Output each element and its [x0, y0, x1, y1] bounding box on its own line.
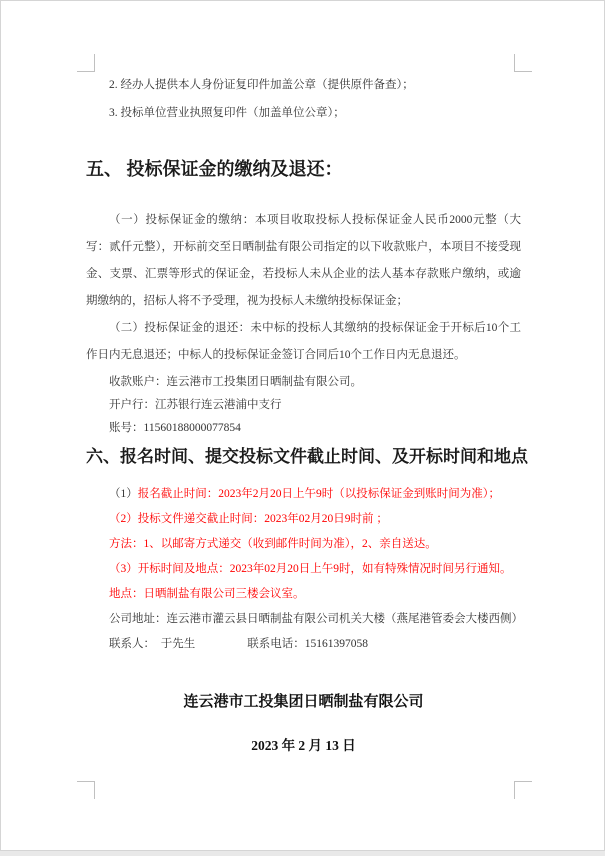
footer-company-name: 连云港市工投集团日晒制盐有限公司 [183, 694, 424, 710]
margin-crop-mark-bottom-right [514, 781, 532, 799]
margin-crop-mark-top-left [77, 54, 95, 72]
account-number-line: 账号：11560188000077854 [109, 422, 241, 434]
delivery-method-line: 方法：1、以邮寄方式递交（收到邮件时间为准），2、亲自送达。 [109, 538, 437, 550]
deadline-item-1 [86, 482, 521, 507]
footer-date: 2023 年 2 月 13 日 [251, 738, 356, 753]
receiving-account-line: 收款账户：连云港市工投集团日晒制盐有限公司。 [109, 376, 362, 388]
contact-phone: 联系电话：15161397058 [247, 638, 368, 650]
deadline-item-1-text: 报名截止时间：2023年2月20日上午9时（以投标保证金到账时间为准）； [137, 488, 500, 500]
margin-crop-mark-top-right [514, 54, 532, 72]
deadline-item-1-number: （1） [109, 488, 138, 500]
prelim-item-2: 2. 经办人提供本人身份证复印件加盖公章（提供原件备查）； [109, 79, 414, 91]
margin-crop-mark-bottom-left [77, 781, 95, 799]
document-body [86, 71, 528, 755]
contact-line [86, 632, 521, 657]
prelim-item-3: 3. 投标单位营业执照复印件（加盖单位公章）； [109, 107, 345, 119]
section5-paragraph-1: （一）投标保证金的缴纳：本项目收取投标人投标保证金人民币2000元整（大写：贰仟元整），开标前交至日晒制盐有限公司指定的以下收款账户，本项目不接受现金、支票、汇票等形式的保证金，若投标人未从企业的法人基本存款账户缴纳，或逾期缴纳的，招标人将不予受理，视为投标人未缴纳投标保证金； [86, 214, 521, 307]
section5-paragraph-2: （二）投标保证金的退还：未中标的投标人其缴纳的投标保证金于开标后10个工作日内无息退还；中标人的投标保证金签订合同后10个工作日内无息退还。 [86, 322, 521, 361]
bank-branch-line: 开户行：江苏银行连云港浦中支行 [109, 399, 282, 411]
deadline-item-2: （2）投标文件递交截止时间：2023年02月20日9时前 ； [109, 513, 388, 525]
section5-heading: 五、 投标保证金的缴纳及退还： [86, 159, 343, 179]
bid-opening-item-3: （3）开标时间及地点：2023年02月20日上午9时，如有特殊情况时间另行通知。 [109, 563, 512, 575]
section6-heading: 六、报名时间、提交投标文件截止时间、及开标时间和地点 [86, 447, 528, 466]
venue-line: 地点：日晒制盐有限公司三楼会议室。 [109, 588, 305, 600]
company-address-line: 公司地址：连云港市灌云县日晒制盐有限公司机关大楼（燕尾港管委会大楼西侧） [109, 613, 523, 625]
contact-person: 联系人： 于先生 [109, 638, 196, 650]
